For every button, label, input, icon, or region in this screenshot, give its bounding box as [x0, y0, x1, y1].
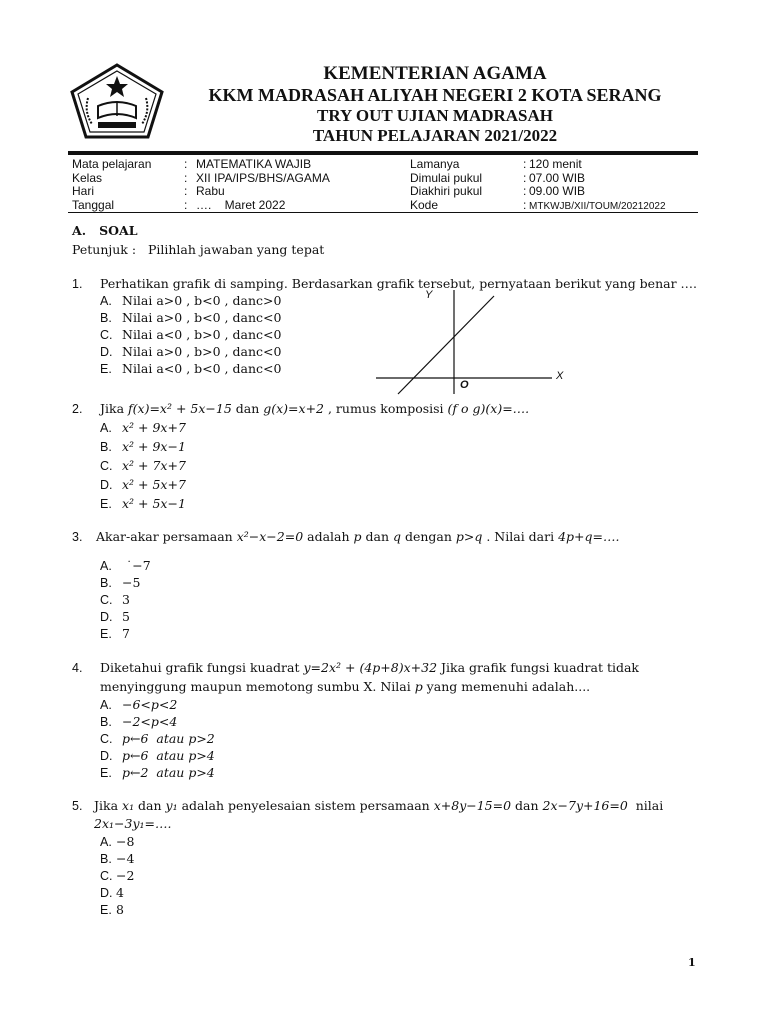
- q1-graph: [370, 286, 570, 396]
- graph-y-label: Y: [425, 289, 433, 301]
- info-row-day: Hari : Rabu: [72, 184, 225, 199]
- q3-option-e[interactable]: E. 7: [100, 626, 130, 641]
- q3-option-d[interactable]: D. 5: [100, 609, 130, 624]
- exam-info-left: [72, 158, 330, 212]
- q5-option-c[interactable]: C. −2: [100, 868, 135, 883]
- section-instruction: Petunjuk : Pilihlah jawaban yang tepat: [72, 242, 325, 257]
- q2-function-f: f(x)=x² + 5x−15: [128, 401, 232, 416]
- q3-option-a[interactable]: A. ˙−7: [100, 558, 151, 573]
- question-5: 5. Jika x₁ dan y₁ adalah penyelesaian sistem persamaan x+8y−15=0 dan 2x−7y+16=0 nilai: [72, 798, 664, 813]
- q1-option-b[interactable]: B. Nilai a>0 , b<0 , danc<0: [100, 310, 282, 325]
- q2-option-c[interactable]: C. x² + 7x+7: [100, 458, 186, 473]
- info-divider: [68, 212, 698, 213]
- page-number: 1: [688, 956, 696, 969]
- info-row-duration: Lamanya : 120 menit: [410, 157, 582, 171]
- question-2-number: 2.: [72, 402, 83, 416]
- q2-option-b[interactable]: B. x² + 9x−1: [100, 439, 186, 454]
- info-row-subject: Mata pelajaran : MATEMATIKA WAJIB: [72, 157, 312, 171]
- q4-option-c[interactable]: C. p←6 atau p>2: [100, 731, 215, 746]
- q5-option-b[interactable]: B. −4: [100, 851, 135, 866]
- graph-x-label: X: [556, 370, 564, 382]
- question-2: 2. Jika f(x)=x² + 5x−15 dan g(x)=x+2 , rumus komposisi (f o g)(x)=….: [72, 401, 530, 416]
- q4-option-e[interactable]: E. p←2 atau p>4: [100, 765, 215, 780]
- q4-option-a[interactable]: A. −6<p<2: [100, 697, 178, 712]
- q2-option-d[interactable]: D. x² + 5x+7: [100, 477, 186, 492]
- header-title-ministry: KEMENTERIAN AGAMA: [323, 63, 547, 84]
- header-divider-thick: [68, 151, 698, 155]
- q2-option-e[interactable]: E. x² + 5x−1: [100, 496, 186, 511]
- question-5-number: 5.: [72, 799, 83, 813]
- q5-option-a[interactable]: A. −8: [100, 834, 135, 849]
- header-title-exam: TRY OUT UJIAN MADRASAH: [317, 106, 553, 125]
- info-row-date: Tanggal : …. Maret 2022: [72, 197, 286, 212]
- question-3: 3. Akar-akar persamaan x²−x−2=0 adalah p dan q dengan p>q . Nilai dari 4p+q=….: [72, 529, 620, 544]
- q5-option-d[interactable]: D. 4: [100, 885, 124, 900]
- graph-origin-label: O: [460, 379, 469, 391]
- q1-option-d[interactable]: D. Nilai a>0 , b>0 , danc<0: [100, 344, 282, 359]
- q4-option-b[interactable]: B. −2<p<4: [100, 714, 178, 729]
- q2-option-a[interactable]: A. x² + 9x+7: [100, 420, 186, 435]
- question-4-line-2: menyinggung maupun memotong sumbu X. Nilai p yang memenuhi adalah....: [100, 679, 591, 694]
- question-1-number: 1.: [72, 277, 83, 291]
- question-1-text: Perhatikan grafik di samping. Berdasarkan grafik tersebut, pernyataan berikut yang benar ….: [100, 276, 698, 291]
- q1-option-e[interactable]: E. Nilai a<0 , b<0 , danc<0: [100, 361, 282, 376]
- header-title-year: TAHUN PELAJARAN 2021/2022: [312, 126, 558, 145]
- q4-option-d[interactable]: D. p←6 atau p>4: [100, 748, 215, 763]
- question-4: 4. Diketahui grafik fungsi kuadrat y=2x² + (4p+8)x+32 Jika grafik fungsi kuadrat tidak: [72, 660, 639, 675]
- q1-option-c[interactable]: C. Nilai a<0 , b>0 , danc<0: [100, 327, 282, 342]
- q3-option-b[interactable]: B. −5: [100, 575, 141, 590]
- question-4-number: 4.: [72, 661, 83, 675]
- question-3-number: 3.: [72, 530, 83, 544]
- header-title-school: KKM MADRASAH ALIYAH NEGERI 2 KOTA SERANG: [208, 85, 662, 105]
- q2-function-g: g(x)=x+2: [263, 401, 325, 416]
- q1-option-a[interactable]: A. Nilai a>0 , b<0 , danc>0: [100, 293, 282, 308]
- info-row-code: Kode : MTKWJB/XII/TOUM/20212022: [410, 197, 666, 212]
- info-row-class: Kelas : XII IPA/IPS/BHS/AGAMA: [72, 170, 330, 185]
- section-title: A. SOAL: [72, 223, 138, 238]
- exam-info-right: [410, 158, 666, 213]
- question-5-line-2: 2x₁−3y₁=….: [94, 816, 172, 831]
- kemenag-logo: [68, 62, 166, 140]
- info-row-end: Diakhiri pukul : 09.00 WIB: [410, 184, 586, 199]
- q3-option-c[interactable]: C. 3: [100, 592, 130, 607]
- info-row-start: Dimulai pukul : 07.00 WIB: [410, 170, 586, 185]
- q2-composition: (f o g)(x)=….: [447, 401, 530, 416]
- q5-option-e[interactable]: E. 8: [100, 902, 124, 917]
